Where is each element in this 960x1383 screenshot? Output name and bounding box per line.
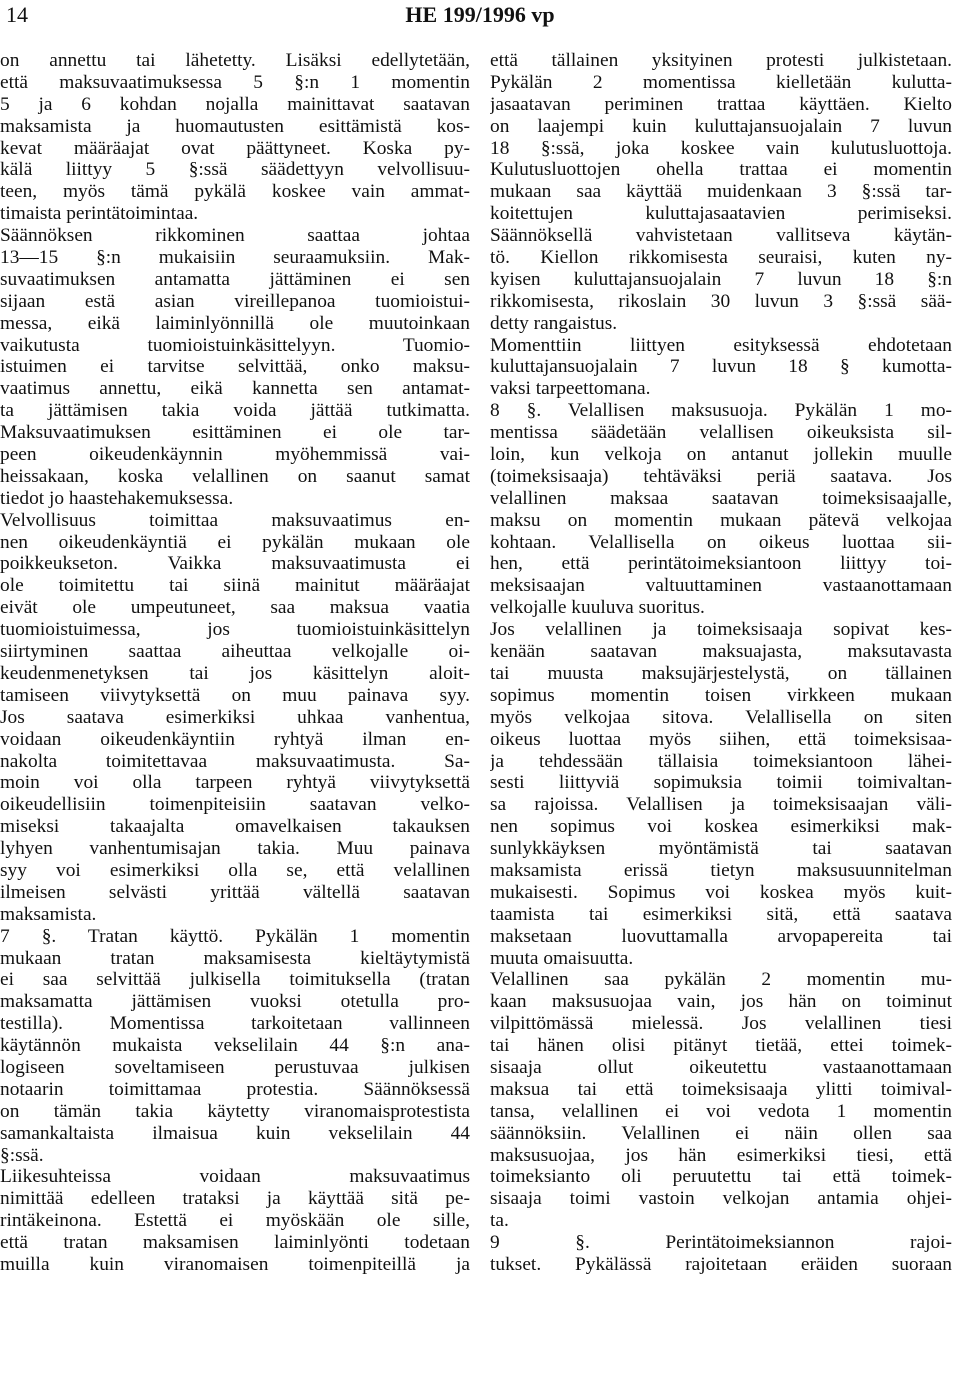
text-line: maksua tai että toimeksisaaja ylitti toimival- — [490, 1078, 952, 1100]
text-line: oikeus luottaa myös siihen, että toimeksisaa- — [490, 728, 952, 750]
text-line: eivät ole umpeutuneet, saa maksua vaatia — [0, 597, 470, 619]
text-line: Maksuvaatimuksen esittäminen ei ole tar- — [0, 422, 470, 444]
text-line: muuta omaisuutta. — [490, 947, 634, 969]
text-line: maksamista. — [0, 903, 97, 925]
text-line: kevat määräajat ovat päättyneet. Koska py- — [0, 137, 470, 159]
text-line: oikeudellisiin toimenpiteisiin saatavan velko- — [0, 794, 470, 816]
text-line: myös velkojaa sitova. Velallisella on siten — [490, 706, 952, 728]
text-line: mukaan saa käyttää muidenkaan 3 §:ssä tar- — [490, 181, 952, 203]
document-id: HE 199/1996 vp — [405, 2, 555, 27]
text-line: ta. — [490, 1210, 509, 1232]
text-line: nimittää edelleen trataksi ja käyttää sitä pe- — [0, 1188, 470, 1210]
text-line: sa rajoissa. Velallisen ja toimeksisaajan väli- — [490, 794, 952, 816]
text-line: tai hänen olisi pitänyt tietää, ettei toimek- — [490, 1035, 952, 1057]
text-line: nakolta toimitettavaa maksuvaatimusta. Sa- — [0, 750, 470, 772]
text-line: hen, että perintätoimeksiantoon liittyy toi- — [490, 553, 952, 575]
text-line: koitettujen kuluttajasaatavien perimiseksi. — [490, 203, 952, 225]
text-line: lyhyen vanhentumisajan takia. Muu painava — [0, 838, 470, 860]
right-text-column — [490, 50, 952, 1276]
text-line: peen oikeudenkäynnin myöhemmissä vai- — [0, 444, 470, 466]
text-line: Jos velallinen ja toimeksisaaja sopivat kes- — [490, 619, 952, 641]
text-line: messa, eikä laiminlyönnillä ole muutoinkaan — [0, 312, 470, 334]
text-line: 5 ja 6 kohdan nojalla mainittavat saatavan — [0, 93, 470, 115]
text-line: rintäkeinona. Estettä ei myöskään ole sille, — [0, 1210, 470, 1232]
text-line: vaikutusta tuomioistuinkäsittelyyn. Tuomio- — [0, 334, 470, 356]
text-line: heissakaan, koska velallinen on saanut samat — [0, 465, 470, 487]
text-line: siirtyminen saattaa aiheuttaa velkojalle oi- — [0, 641, 470, 663]
text-line: käytännön mukaista vekselilain 44 §:n ana- — [0, 1035, 470, 1057]
text-line: notaarin toimittamaa protestia. Säännöksessä — [0, 1078, 470, 1100]
text-line: kuluttajansuojalain 7 luvun 18 § kumotta- — [490, 356, 952, 378]
text-line: tiedot jo haastehakemuksessa. — [0, 487, 234, 509]
text-line: Kulutusluottojen ohella trattaa ei momentin — [490, 159, 952, 181]
text-line: vaksi tarpeettomana. — [490, 378, 651, 400]
text-line: logiseen soveltamiseen perustuvaa julkisen — [0, 1056, 470, 1078]
text-line: maksamista ja huomautusten esittämistä kos- — [0, 115, 470, 137]
text-line: toimeksianto oli peruutettu tai että toimek- — [490, 1166, 952, 1188]
text-line: ole toimitettu tai siinä mainitut määräajat — [0, 575, 470, 597]
text-line: 13—15 §:n mukaisiin seuraamuksiin. Mak- — [0, 247, 470, 269]
text-line: sisaaja toimi vastoin velkojan antamia ohjei- — [490, 1188, 952, 1210]
text-line: 9 §. Perintätoimeksiannon rajoi- — [490, 1232, 952, 1254]
text-line: Pykälän 2 momentissa kielletään kulutta- — [490, 71, 952, 93]
text-line: että tällainen yksityinen protesti julkistetaan. — [490, 50, 952, 71]
page-number: 14 — [6, 2, 28, 27]
text-line: taamista tai esimerkiksi sitä, että saatava — [490, 903, 952, 925]
text-line: jasaatavan periminen trattaa käyttäen. Kielto — [490, 93, 952, 115]
text-line: 8 §. Velallisen maksusuoja. Pykälän 1 mo- — [490, 400, 952, 422]
text-line: keudenmenetyksen tai jos käsittelyn aloit- — [0, 662, 470, 684]
text-line: maksusuojaa, jos hän esimerkiksi tiesi, että — [490, 1144, 952, 1166]
text-line: ja tehdessään tällaisia toimeksiantoon lähei- — [490, 750, 952, 772]
text-line: (toimeksisaaja) tehtäväksi periä saatava. Jos — [490, 465, 952, 487]
text-line: velallinen maksaa saatavan toimeksisaajalle, — [490, 487, 952, 509]
text-line: vaatimus annettu, eikä kannetta sen antamat- — [0, 378, 470, 400]
text-line: Momenttiin liittyen esityksessä ehdotetaan — [490, 334, 952, 356]
text-line: syy voi esimerkiksi olla se, että velallinen — [0, 859, 470, 881]
text-line: istuimen ei tarvitse selvittää, onko maksu- — [0, 356, 470, 378]
text-line: on laajempi kuin kuluttajansuojalain 7 luvun — [490, 115, 952, 137]
text-line: että tratan maksamisen laiminlyönti todetaan — [0, 1232, 470, 1254]
text-line: timaista perintätoimintaa. — [0, 203, 199, 225]
text-line: on tämän takia käytetty viranomaisprotestista — [0, 1100, 470, 1122]
text-line: sisaaja ollut oikeutettu vastaanottamaan — [490, 1056, 952, 1078]
text-line: Säännöksellä vahvistetaan vallitseva käytän- — [490, 225, 952, 247]
text-line: miseksi takaajalta omavelkaisen takauksen — [0, 816, 470, 838]
text-line: mentissa säädetään velallisen oikeuksista sil- — [490, 422, 952, 444]
text-line: on annettu tai lähetetty. Lisäksi edellytetään, — [0, 50, 470, 71]
text-line: sijaan estä asian vireillepanoa tuomioistui- — [0, 290, 470, 312]
text-line: meksisaajan valtuuttaminen vastaanottamaan — [490, 575, 952, 597]
text-line: mukaan tratan maksamisesta kieltäytymistä — [0, 947, 470, 969]
text-line: tukset. Pykälässä rajoitetaan eräiden suoraan — [490, 1253, 952, 1275]
text-line: maksamista erissä tietyn maksusuunnitelman — [490, 859, 952, 881]
text-line: teen, myös tämä pykälä koskee vain ammat- — [0, 181, 470, 203]
text-line: Liikesuhteissa voidaan maksuvaatimus — [0, 1166, 470, 1188]
text-line: suvaatimuksen antamatta jättäminen ei sen — [0, 268, 470, 290]
text-line: poikkeukseton. Vaikka maksuvaatimusta ei — [0, 553, 470, 575]
text-line: moin voi olla tarpeen ryhtyä viivytyksettä — [0, 772, 470, 794]
text-line: 7 §. Tratan käyttö. Pykälän 1 momentin — [0, 925, 470, 947]
text-line: ilmeisen selvästi yrittää vältellä saatavan — [0, 881, 470, 903]
text-line: nen oikeudenkäyntiä ei pykälän mukaan ole — [0, 531, 470, 553]
text-line: 18 §:ssä, joka koskee vain kulutusluottoja. — [490, 137, 952, 159]
text-line: ta jättämisen takia voida jättää tutkimatta. — [0, 400, 470, 422]
text-line: §:ssä. — [0, 1144, 44, 1166]
page-header — [0, 0, 960, 30]
text-line: velkojalle kuuluva suoritus. — [490, 597, 705, 619]
text-line: tansa, velallinen ei voi vedota 1 momentin — [490, 1100, 952, 1122]
text-line: kälä liittyy 5 §:ssä säädettyyn velvollisuu- — [0, 159, 470, 181]
text-line: että maksuvaatimuksessa 5 §:n 1 momentin — [0, 71, 470, 93]
text-line: kyisen kuluttajansuojalain 7 luvun 18 §:n — [490, 268, 952, 290]
text-line: maksu on momentin mukaan pätevä velkojaa — [490, 509, 952, 531]
text-line: tuomioistuimessa, jos tuomioistuinkäsittelyn — [0, 619, 470, 641]
text-line: Velvollisuus toimittaa maksuvaatimus en- — [0, 509, 470, 531]
text-line: mukaisesti. Sopimus voi koskea myös kuit- — [490, 881, 952, 903]
text-line: testilla). Momentissa tarkoitetaan vallinneen — [0, 1013, 470, 1035]
text-line: säännöksiin. Velallinen ei näin ollen saa — [490, 1122, 952, 1144]
text-line: maksamatta jättämisen vuoksi otetulla pro- — [0, 991, 470, 1013]
text-line: vilpittömässä mielessä. Jos velallinen tiesi — [490, 1013, 952, 1035]
text-line: Säännöksen rikkominen saattaa johtaa — [0, 225, 470, 247]
text-line: maksetaan luovuttamalla arvopapereita tai — [490, 925, 952, 947]
text-line: nen sopimus voi koskea esimerkiksi mak- — [490, 816, 952, 838]
text-line: tamiseen viivytyksettä on muu painava syy. — [0, 684, 470, 706]
text-line: detty rangaistus. — [490, 312, 618, 334]
text-line: loin, kun velkoja on antanut jollekin muulle — [490, 444, 952, 466]
text-line: ei saa selvittää julkisella toimituksella (tratan — [0, 969, 470, 991]
text-line: Velallinen saa pykälän 2 momentin mu- — [490, 969, 952, 991]
text-line: tö. Kiellon rikkomisesta seuraisi, kuten ny- — [490, 247, 952, 269]
text-line: kenään saatavan maksuajasta, maksutavasta — [490, 641, 952, 663]
text-line: sunlykkäyksen myöntämistä tai saatavan — [490, 838, 952, 860]
text-line: rikkomisesta, rikoslain 30 luvun 3 §:ssä sää- — [490, 290, 952, 312]
text-line: sopimus momentin toisen virkkeen mukaan — [490, 684, 952, 706]
text-line: sesti liittyviä sopimuksia toimii toimivaltan- — [490, 772, 952, 794]
text-line: samankaltaista ilmaisua kuin vekselilain 44 — [0, 1122, 470, 1144]
text-line: Jos saatava esimerkiksi uhkaa vanhentua, — [0, 706, 470, 728]
text-line: voidaan oikeudenkäyntiin ryhtyä ilman en- — [0, 728, 470, 750]
left-text-column — [0, 50, 470, 1276]
text-line: kaan maksusuojaa vain, jos hän on toiminut — [490, 991, 952, 1013]
text-line: kohtaan. Velallisella on oikeus luottaa sii- — [490, 531, 952, 553]
text-line: muilla kuin viranomaisen toimenpiteillä ja — [0, 1253, 470, 1275]
text-line: tai muusta maksujärjestelystä, on tällainen — [490, 662, 952, 684]
